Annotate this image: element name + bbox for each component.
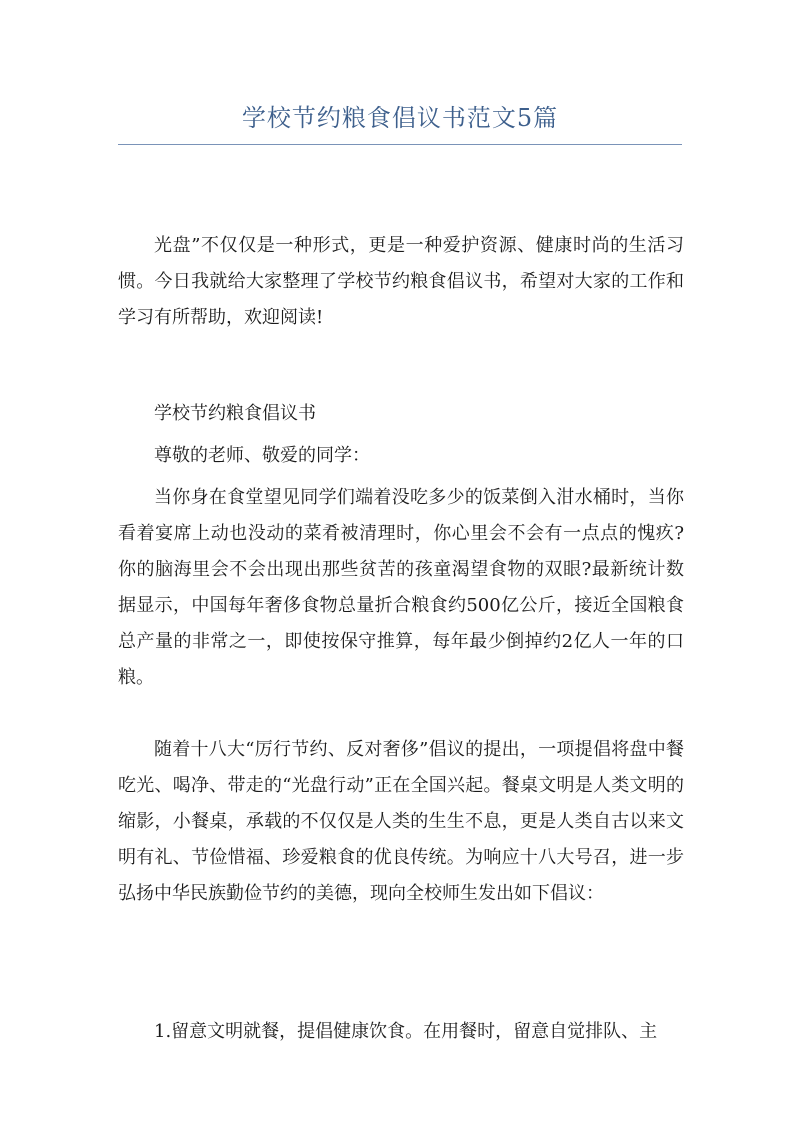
greeting-line: 尊敬的老师、敬爱的同学： [154,445,370,466]
body-paragraph: 随着十八大“厉行节约、反对奢侈”倡议的提出，一项提倡将盘中餐吃光、喝净、带走的“光盘行动”正在全国兴起。餐桌文明是人类文明的缩影，小餐桌，承载的不仅仅是人类的生生不息，更是人类自古以来文明有礼、节俭惜福、珍爱粮食的优良传统。为响应十八大号召，进一步弘扬中华民族勤俭节约的美德，现向全校师生发出如下倡议： [118,739,684,904]
section-heading: 学校节约粮食倡议书 [154,403,316,424]
body-paragraph: 1.留意文明就餐，提倡健康饮食。在用餐时，留意自觉排队、主 [154,1021,658,1042]
title-divider [118,144,682,145]
intro-paragraph: 光盘”不仅仅是一种形式，更是一种爱护资源、健康时尚的生活习惯。今日我就给大家整理了学校节约粮食倡议书，希望对大家的工作和学习有所帮助，欢迎阅读! [118,235,684,328]
document-title: 学校节约粮食倡议书范文5篇 [241,104,559,132]
body-paragraph: 当你身在食堂望见同学们端着没吃多少的饭菜倒入泔水桶时，当你看着宴席上动也没动的菜肴被清理时，你心里会不会有一点点的愧疚?你的脑海里会不会出现出那些贫苦的孩童渴望食物的双眼?最新统计数据显示，中国每年奢侈食物总量折合粮食约500亿公斤，接近全国粮食总产量的非常之一，即使按保守推算，每年最少倒掉约2亿人一年的口粮。 [118,487,684,688]
